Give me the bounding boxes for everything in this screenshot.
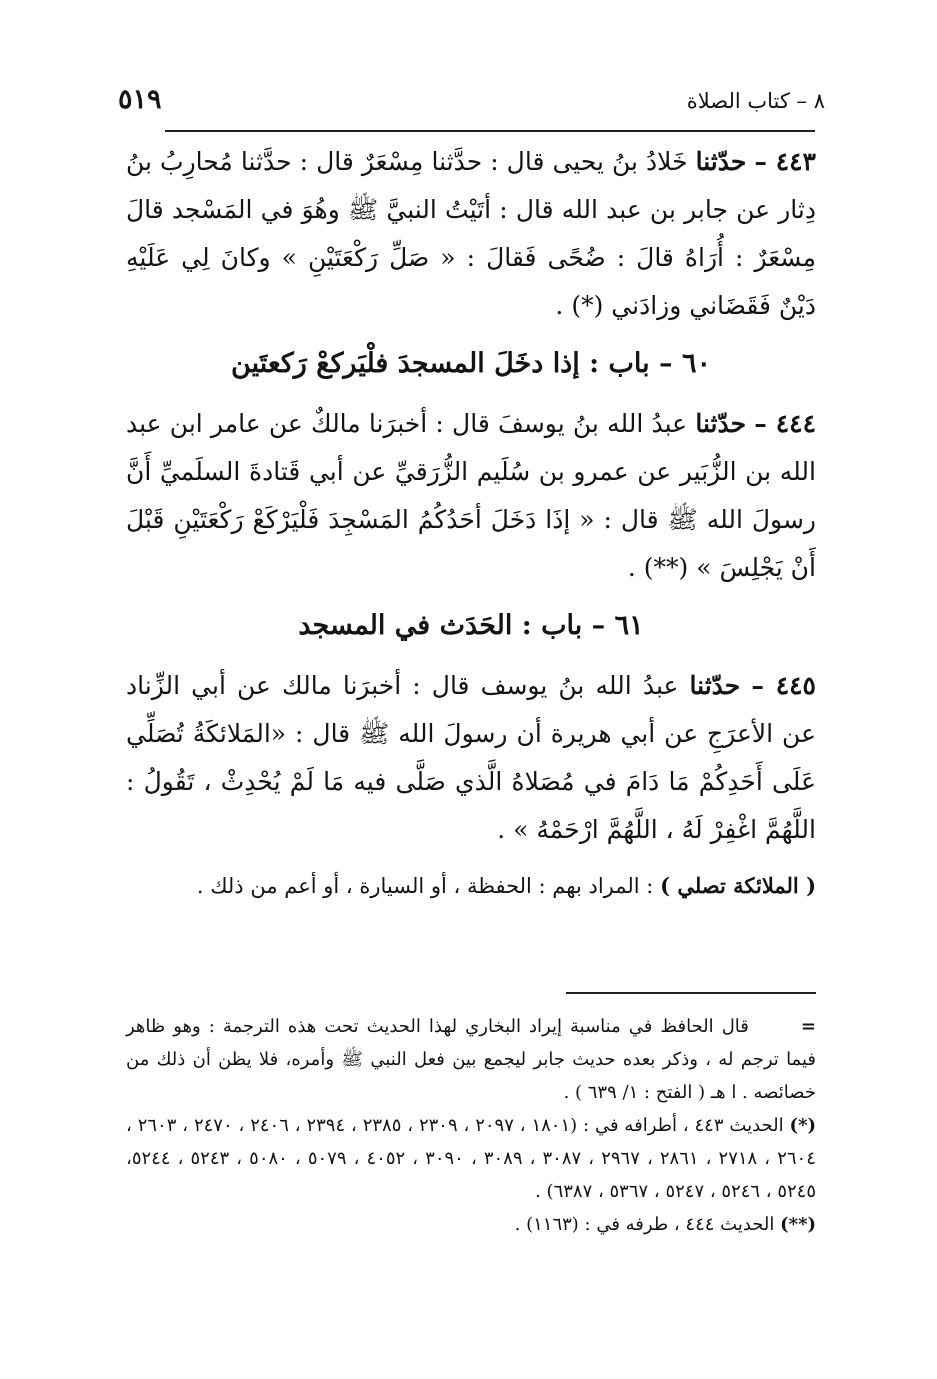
hadith-lead: حدّثنا (695, 147, 747, 176)
hadith-text: خَلادُ بنُ يحيى قال : حدَّثنا مِسْعَرٌ قال : حدَّثنا مُحارِبُ بنُ دِثار عن جابر بن عبد الله قال : أتَيْتُ النبيَّ ﷺ وهُوَ في المَسْجد قالَ مِسْعَرٌ : أُرَاهُ قالَ : ضُحًى فَقالَ : « صَلِّ رَكْعَتَيْنِ » وكانَ لِي عَلَيْهِ دَيْنٌ فَقَضَاني وزادَني (*) . (126, 147, 816, 320)
hadith-lead: حدّثنا (689, 671, 741, 700)
main-text (126, 138, 816, 906)
hadith-text: عبدُ الله بنُ يوسفَ قال : أخبرَنا مالكٌ عن عامر ابن عبد الله بن الزُّبَير عن عمرو بن سُلَيم الزُّرَقيِّ عن أبي قَتادةَ السلَميِّ أَنَّ رسولَ الله ﷺ قال : « إذَا دَخَلَ أحَدُكُمُ المَسْجِدَ فَلْيَرْكَعْ رَكْعَتَيْنِ قَبْلَ أَنْ يَجْلِسَ » (**) . (126, 409, 816, 582)
footnote-marker: = (800, 1016, 816, 1037)
commentary (126, 866, 816, 906)
footnotes (126, 1010, 816, 1241)
hadith-text: عبدُ الله بنُ يوسف قال : أخبرَنا مالك عن أبي الزِّناد عن الأعرَجِ عن أبي هريرة أن رسولَ الله ﷺ قال : «المَلائكَةُ تُصَلِّي عَلَى أَحَدِكُمْ مَا دَامَ في مُصَلاهُ الَّذي صَلَّى فيه مَا لَمْ يُحْدِثْ ، تَقُولُ : اللَّهُمَّ اغْفِرْ لَهُ ، اللَّهُمَّ ارْحَمْهُ » . (126, 671, 816, 844)
page-number: ٥١٩ (118, 84, 162, 115)
chapter-heading-61: ٦١ – باب : الحَدَث في المسجد (298, 610, 644, 641)
commentary-text: : المراد بهم : الحفظة ، أو السيارة ، أو أعم من ذلك . (196, 874, 654, 898)
footnote-marker: (*) (789, 1115, 816, 1136)
hadith-444 (126, 400, 816, 592)
running-title: ٨ – كتاب الصلاة (686, 89, 825, 113)
footnote-1 (126, 1109, 816, 1208)
hadith-lead: حدّثنا (695, 409, 747, 438)
hadith-445 (126, 662, 816, 854)
hadith-number: ٤٤٣ – (754, 147, 816, 176)
footnote-2 (126, 1208, 816, 1241)
header-rule (165, 130, 815, 132)
footnote-text: الحديث ٤٤٤ ، طرفه في : (١١٦٣) . (514, 1214, 775, 1235)
hadith-number: ٤٤٥ – (751, 671, 816, 700)
footnote-marker: (**) (780, 1214, 816, 1235)
hadith-443 (126, 138, 816, 330)
footnote-text: قال الحافظ في مناسبة إيراد البخاري لهذا الحديث تحت هذه الترجمة : وهو ظاهر فيما ترجم له ، وذكر بعده حديث جابر ليجمع بين فعل النبي ﷺ وأمره، فلا يظن أن ذلك من خصائصه . ا هـ ( الفتح : ١/ ٦٣٩ ) . (126, 1016, 816, 1103)
footnote-continuation (126, 1010, 816, 1109)
footnote-rule (566, 992, 816, 994)
footnote-text: الحديث ٤٤٣ ، أطرافه في : (١٨٠١ ، ٢٠٩٧ ، ٢٣٠٩ ، ٢٣٨٥ ، ٢٣٩٤ ، ٢٤٠٦ ، ٢٤٧٠ ، ٢٦٠٣ ، ٢٦٠٤ ، ٢٧١٨ ، ٢٨٦١ ، ٢٩٦٧ ، ٣٠٨٧ ، ٣٠٨٩ ، ٣٠٩٠ ، ٤٠٥٢ ، ٥٠٧٩ ، ٥٠٨٠ ، ٥٢٤٣ ، ٥٢٤٤، ٥٢٤٥ ، ٥٢٤٦ ، ٥٢٤٧ ، ٥٣٦٧ ، ٦٣٨٧) . (126, 1115, 816, 1202)
chapter-heading-60: ٦٠ – باب : إذا دخَلَ المسجدَ فلْيَركعْ رَكعتَين (231, 348, 711, 379)
commentary-term: ( الملائكة تصلي ) (660, 873, 816, 898)
page-header (118, 84, 825, 124)
hadith-number: ٤٤٤ – (754, 409, 817, 438)
